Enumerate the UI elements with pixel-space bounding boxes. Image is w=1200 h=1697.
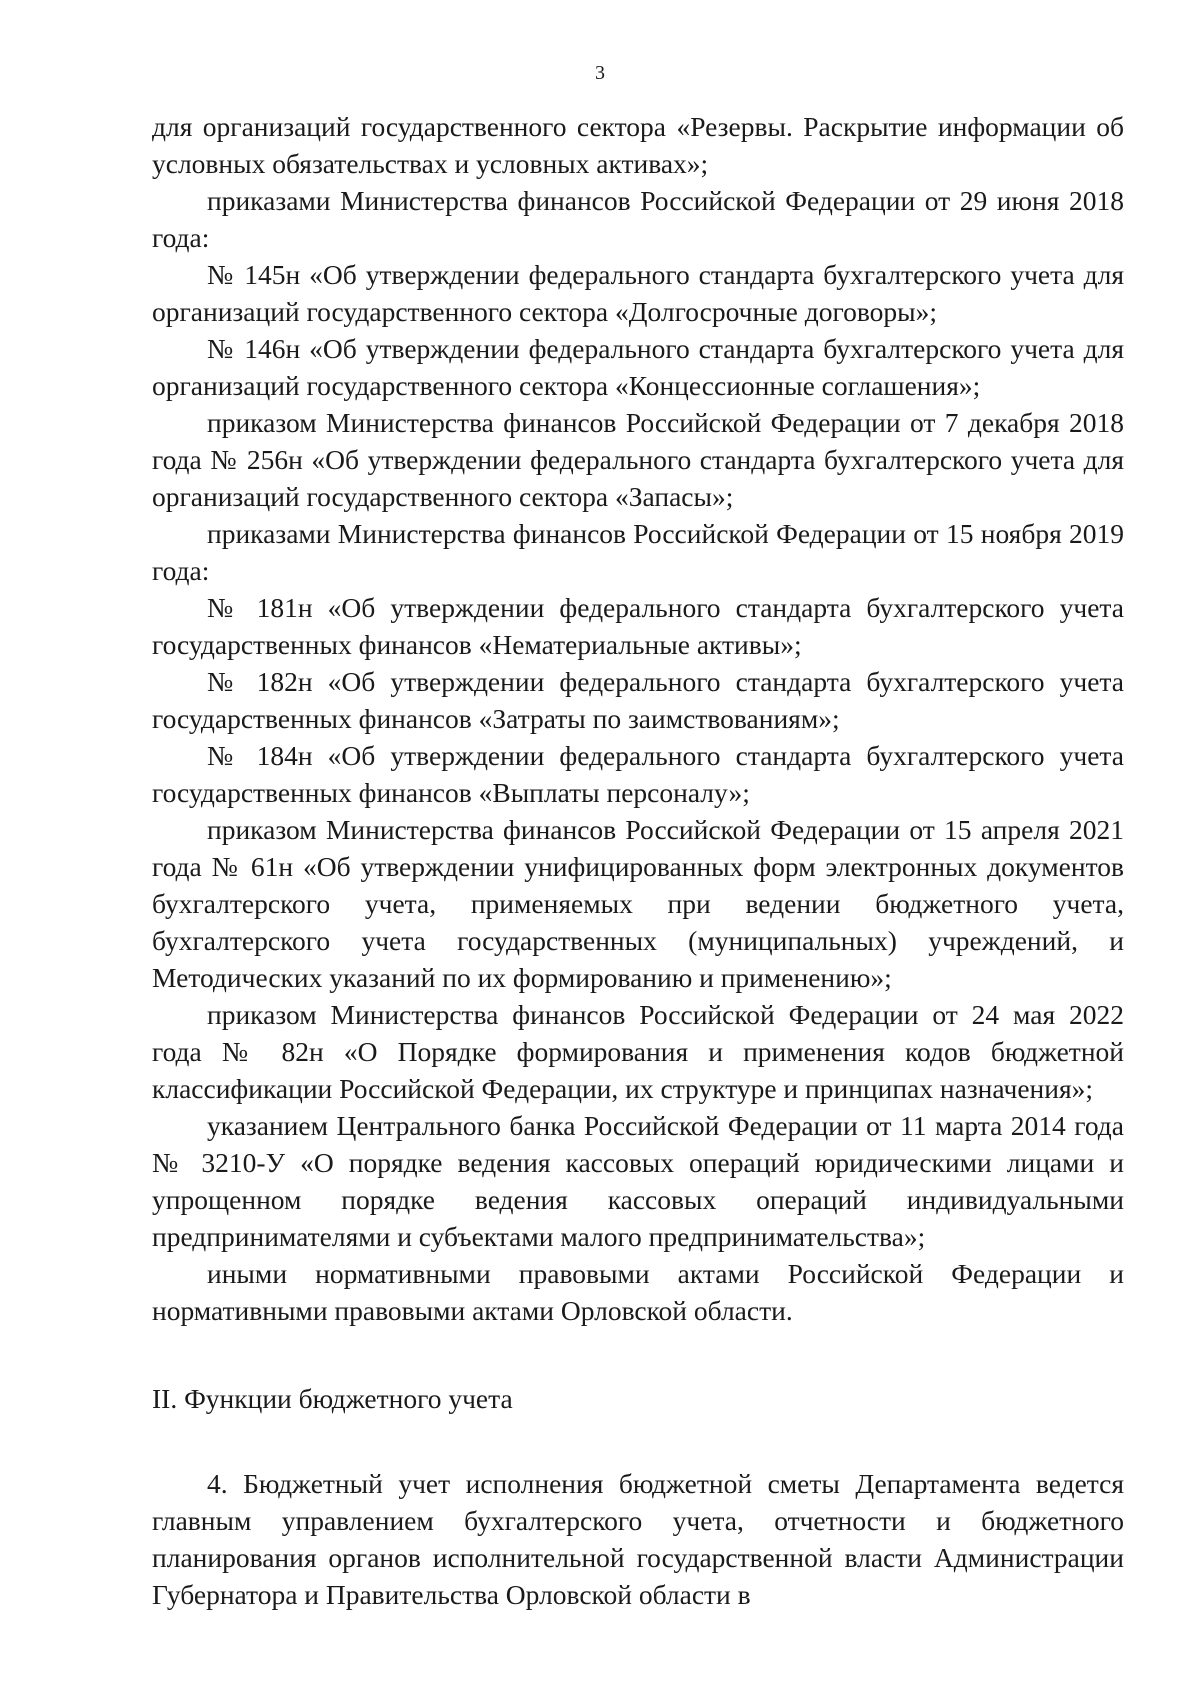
paragraph: приказами Министерства финансов Российской Федерации от 15 ноября 2019 года: — [152, 518, 1124, 586]
paragraph: № 146н «Об утверждении федерального стандарта бухгалтерского учета для организаций государственного сектора «Концессионные соглашения»; — [152, 333, 1124, 401]
paragraph: иными нормативными правовыми актами Российской Федерации и нормативными правовыми актами Орловской области. — [152, 1258, 1124, 1326]
paragraph: № 182н «Об утверждении федерального стандарта бухгалтерского учета государственных финансов «Затраты по заимствованиям»; — [152, 666, 1124, 734]
paragraph: № 145н «Об утверждении федерального стандарта бухгалтерского учета для организаций государственного сектора «Долгосрочные договоры»; — [152, 259, 1124, 327]
paragraph: 4. Бюджетный учет исполнения бюджетной сметы Департамента ведется главным управлением бухгалтерского учета, отчетности и бюджетного планирования органов исполнительной государственной власти Администрации Губернатора и Правительства Орловской области в — [152, 1468, 1124, 1610]
paragraph: для организаций государственного сектора «Резервы. Раскрытие информации об условных обязательствах и условных активах»; — [152, 111, 1124, 179]
paragraph: указанием Центрального банка Российской Федерации от 11 марта 2014 года № 3210-У «О порядке ведения кассовых операций юридическими лицами и упрощенном порядке ведения кассовых операций индивидуальными предпринимателями и субъектами малого предпринимательства»; — [152, 1110, 1124, 1252]
document-body — [152, 108, 1124, 1613]
paragraph: № 184н «Об утверждении федерального стандарта бухгалтерского учета государственных финансов «Выплаты персоналу»; — [152, 740, 1124, 808]
section-heading: II. Функции бюджетного учета — [152, 1383, 513, 1414]
paragraph: № 181н «Об утверждении федерального стандарта бухгалтерского учета государственных финансов «Нематериальные активы»; — [152, 592, 1124, 660]
paragraph: приказом Министерства финансов Российской Федерации от 15 апреля 2021 года № 61н «Об утверждении унифицированных форм электронных документов бухгалтерского учета, применяемых при ведении бюджетного учета, бухгалтерского учета государственных (муниципальных) учреждений, и Методических указаний по их формированию и применению»; — [152, 814, 1124, 993]
paragraph: приказом Министерства финансов Российской Федерации от 24 мая 2022 года № 82н «О Порядке формирования и применения кодов бюджетной классификации Российской Федерации, их структуре и принципах назначения»; — [152, 999, 1124, 1104]
paragraph: приказами Министерства финансов Российской Федерации от 29 июня 2018 года: — [152, 185, 1124, 253]
page-number: 3 — [595, 62, 605, 84]
paragraph: приказом Министерства финансов Российской Федерации от 7 декабря 2018 года № 256н «Об утверждении федерального стандарта бухгалтерского учета для организаций государственного сектора «Запасы»; — [152, 407, 1124, 512]
